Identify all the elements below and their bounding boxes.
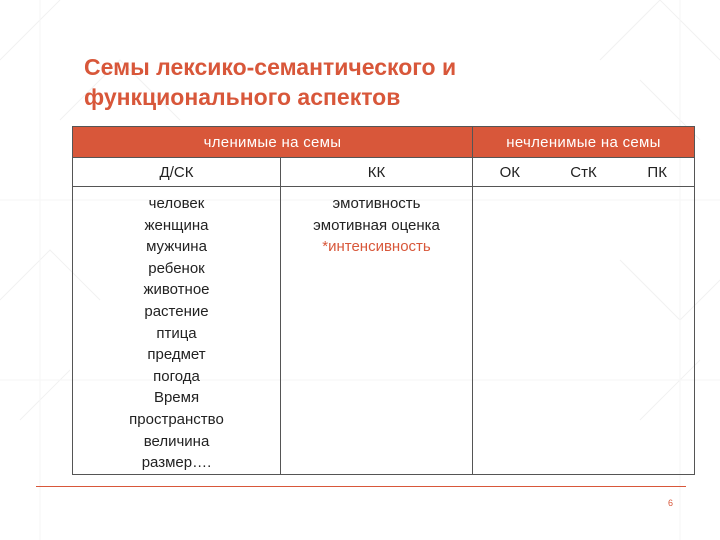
list-item: птица bbox=[156, 324, 197, 342]
page-number: 6 bbox=[668, 498, 674, 508]
subheader-dsk: Д/СК bbox=[73, 158, 281, 187]
dsk-list-cell bbox=[73, 187, 281, 475]
list-item: женщина bbox=[144, 216, 209, 234]
header-nonsegmentable: нечленимые на семы bbox=[473, 127, 695, 158]
subheader-kk: КК bbox=[281, 158, 473, 187]
table-subheader-row bbox=[73, 158, 695, 187]
list-item: ребенок bbox=[148, 259, 205, 277]
footer-divider bbox=[36, 486, 686, 487]
subheader-pk: ПК bbox=[647, 163, 667, 181]
subheader-stk: СтК bbox=[570, 163, 597, 181]
list-item: эмотивная оценка bbox=[313, 216, 440, 234]
semes-table bbox=[72, 126, 695, 475]
table-header-row bbox=[73, 127, 695, 158]
list-item: размер…. bbox=[141, 454, 212, 472]
list-item: предмет bbox=[147, 346, 206, 364]
list-item: растение bbox=[144, 302, 209, 320]
list-item: человек bbox=[148, 195, 205, 212]
subheader-ok: ОК bbox=[499, 163, 521, 181]
slide-title bbox=[84, 52, 684, 112]
slide-title-line-1: Семы лексико-семантического и bbox=[84, 54, 457, 80]
slide-title-line-2: функционального аспектов bbox=[84, 84, 401, 110]
table-body-row bbox=[73, 187, 695, 475]
list-item: величина bbox=[143, 432, 210, 450]
header-segmentable: членимые на семы bbox=[73, 127, 473, 158]
list-item: пространство bbox=[129, 410, 224, 428]
list-item: погода bbox=[153, 367, 200, 385]
list-item: Время bbox=[153, 389, 200, 407]
nonsegmentable-empty-cell bbox=[473, 187, 695, 475]
list-item: мужчина bbox=[146, 238, 207, 256]
kk-list-cell bbox=[281, 187, 473, 475]
list-item: животное bbox=[143, 281, 210, 299]
list-item: эмотивность bbox=[332, 195, 421, 212]
list-item: *интенсивность bbox=[322, 238, 431, 256]
subheader-nonsegmentable-group bbox=[473, 158, 695, 187]
